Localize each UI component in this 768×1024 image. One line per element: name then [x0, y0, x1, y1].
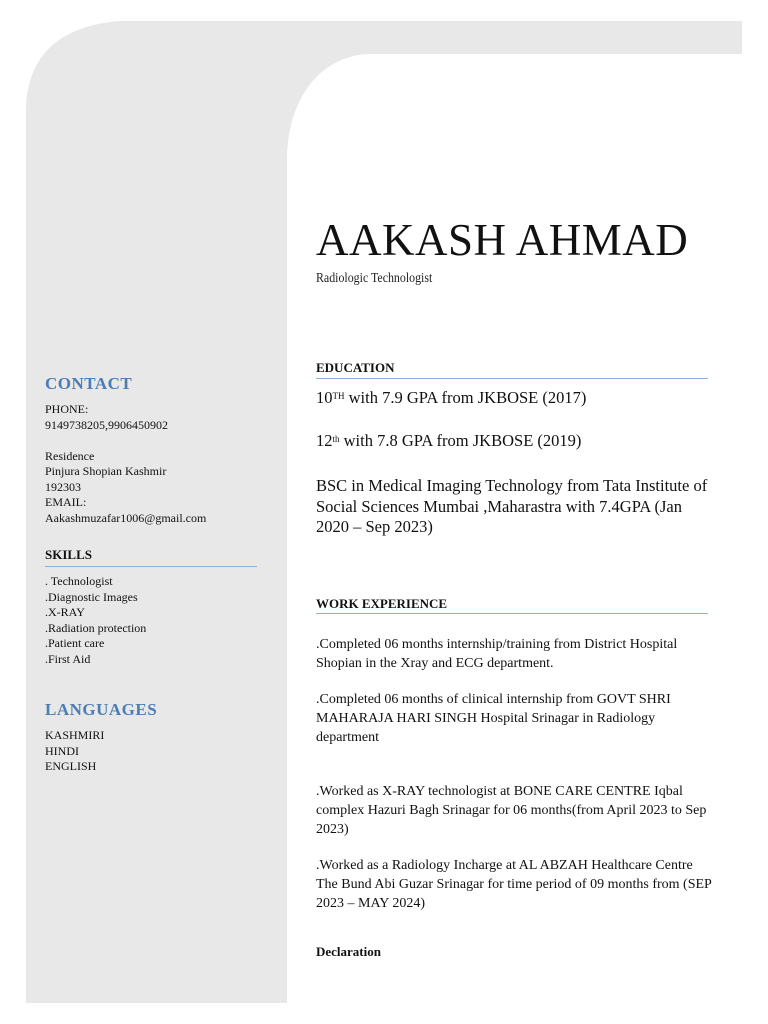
- skill-item: .Radiation protection: [45, 620, 147, 635]
- work-item: .Worked as X-RAY technologist at BONE CARE CENTRE Iqbal complex Hazuri Bagh Srinagar for 06 months(from April 2023 to Sep 2023): [316, 784, 707, 837]
- work-item: .Completed 06 months internship/training from District Hospital Shopian in the Xray and ECG department.: [316, 637, 678, 671]
- residence-pin: 192303: [45, 479, 81, 494]
- language-item: HINDI: [45, 743, 79, 758]
- grade-suffix: TH: [332, 391, 345, 401]
- skill-item: . Technologist: [45, 574, 113, 588]
- language-item: ENGLISH: [45, 759, 97, 773]
- grade-suffix: th: [332, 434, 340, 444]
- grade-number: 10: [316, 388, 333, 407]
- work-item: .Completed 06 months of clinical internship from GOVT SHRI MAHARAJA HARI SINGH Hospital Srinagar in Radiology department: [316, 692, 671, 745]
- education-12th: [316, 431, 716, 452]
- skills-divider: [45, 566, 257, 567]
- skills-heading: SKILLS: [45, 547, 92, 562]
- phone-numbers: 9149738205,9906450902: [45, 417, 168, 432]
- work-item: .Worked as a Radiology Incharge at AL ABZAH Healthcare Centre The Bund Abi Guzar Srinagar for time period of 09 months from (SEP 2023 – MAY 2024): [316, 858, 712, 911]
- candidate-title: Radiologic Technologist: [316, 271, 433, 286]
- residence-label: Residence: [45, 448, 95, 463]
- language-item: KASHMIRI: [45, 728, 105, 742]
- contact-details: [45, 402, 275, 526]
- education-divider: [316, 378, 708, 379]
- skill-item: .First Aid: [45, 651, 91, 666]
- work-divider: [316, 613, 708, 614]
- skill-item: .X-RAY: [45, 605, 85, 619]
- education-bsc: BSC in Medical Imaging Technology from Tata Institute of Social Sciences Mumbai ,Maharastra with 7.4GPA (Jan 2020 – Sep 2023): [316, 476, 708, 536]
- languages-list: [45, 728, 275, 775]
- education-10th: [316, 388, 716, 409]
- education-heading: EDUCATION: [316, 360, 395, 375]
- languages-heading: LANGUAGES: [45, 700, 158, 719]
- phone-label: PHONE:: [45, 402, 89, 416]
- grade-detail: with 7.8 GPA from JKBOSE (2019): [339, 431, 582, 450]
- skill-item: .Diagnostic Images: [45, 589, 138, 604]
- residence-address: Pinjura Shopian Kashmir: [45, 464, 167, 478]
- skills-list: [45, 574, 275, 667]
- contact-spacer: [45, 433, 275, 449]
- contact-heading: CONTACT: [45, 374, 133, 393]
- email-label: EMAIL:: [45, 495, 87, 509]
- grade-detail: with 7.9 GPA from JKBOSE (2017): [344, 388, 587, 407]
- work-heading: WORK EXPERIENCE: [316, 596, 448, 611]
- candidate-name: AAKASH AHMAD: [316, 215, 689, 265]
- declaration-heading: Declaration: [316, 944, 381, 959]
- skill-item: .Patient care: [45, 636, 105, 650]
- email-address: Aakashmuzafar1006@gmail.com: [45, 510, 207, 525]
- grade-number: 12: [316, 431, 333, 450]
